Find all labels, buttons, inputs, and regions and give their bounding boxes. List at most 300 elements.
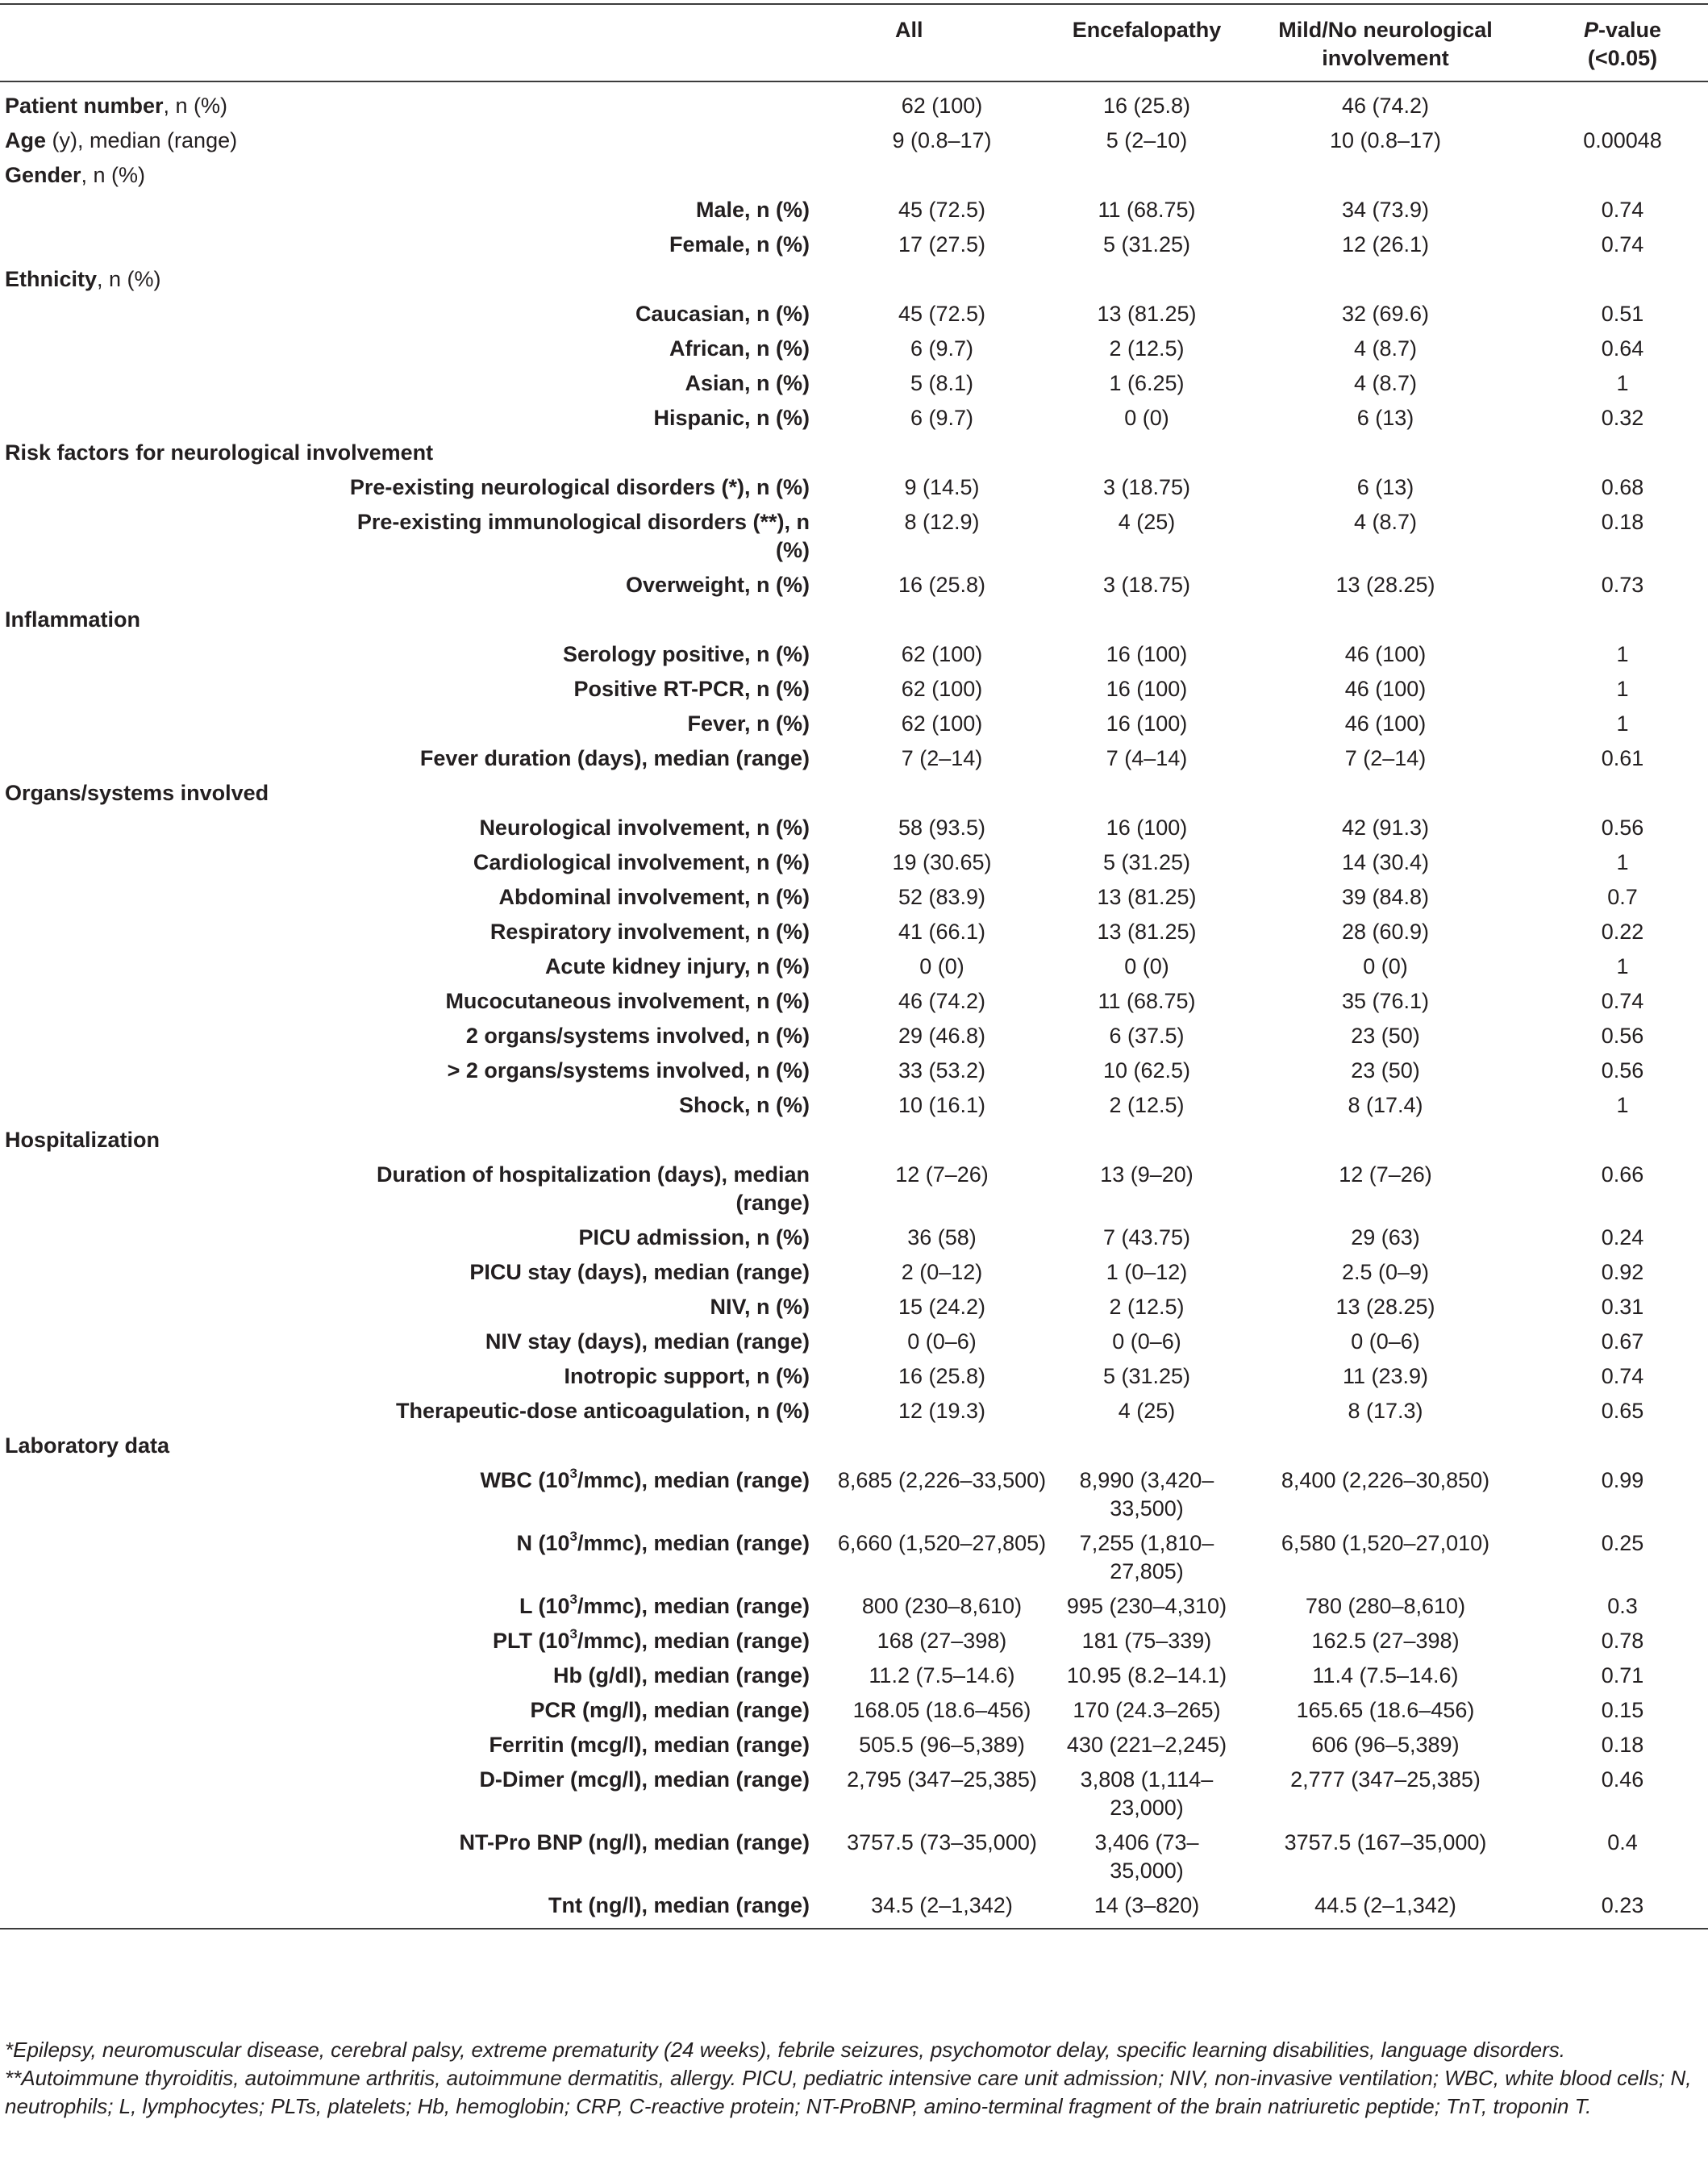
category-label-text: Inflammation — [5, 607, 141, 632]
table-row — [0, 1463, 1708, 1526]
row-label — [340, 1394, 824, 1429]
row-label-text: Neurological involvement, n (%) — [479, 816, 810, 840]
cell-p-value — [1537, 81, 1708, 123]
category-row — [0, 1123, 1708, 1158]
indent-cell — [0, 1825, 340, 1888]
cell-all: 0 (0) — [919, 954, 964, 978]
row-label-text: Fever duration (days), median (range) — [419, 746, 810, 770]
row-label — [340, 707, 824, 741]
indent-cell — [0, 1763, 340, 1825]
cell-all: 46 (74.2) — [898, 989, 986, 1013]
header-p-italic: P — [1583, 18, 1598, 42]
row-label — [340, 1220, 824, 1255]
category-label-text: Gender — [5, 163, 81, 187]
indent-cell — [0, 1359, 340, 1394]
cell-mild-no-neuro: 6,580 (1,520–27,010) — [1281, 1531, 1490, 1555]
category-row — [0, 603, 1708, 637]
cell-mild-no-neuro: 10 (0.8–17) — [1329, 128, 1442, 152]
cell-mild-no-neuro: 7 (2–14) — [1344, 746, 1427, 770]
cell-all: 7 (2–14) — [901, 746, 983, 770]
row-label-text: > 2 organs/systems involved, n (%) — [447, 1058, 810, 1083]
cell-all: 17 (27.5) — [898, 232, 986, 257]
cell-p-value: 0.78 — [1601, 1629, 1644, 1653]
cell-p-value: 0.56 — [1601, 1058, 1644, 1083]
row-label-text: Ferritin (mcg/l), median (range) — [489, 1733, 810, 1757]
cell-all: 41 (66.1) — [898, 920, 986, 944]
cell-mild-no-neuro: 780 (280–8,610) — [1305, 1594, 1466, 1618]
cell-mild-no-neuro: 46 (74.2) — [1341, 94, 1430, 118]
category-row — [0, 123, 1708, 158]
row-label — [340, 1290, 824, 1325]
cell-encephalopathy: 5 (31.25) — [1102, 232, 1191, 257]
category-row — [0, 262, 1708, 297]
indent-cell — [0, 1526, 340, 1589]
category-label-suffix: , n (%) — [163, 94, 228, 118]
cell-all: 29 (46.8) — [898, 1024, 986, 1048]
header-mild-no-neuro — [1234, 4, 1537, 81]
cell-encephalopathy: 10 (62.5) — [1102, 1058, 1191, 1083]
cell-all: 800 (230–8,610) — [861, 1594, 1023, 1618]
indent-cell — [0, 915, 340, 949]
row-label-text: African, n (%) — [669, 336, 810, 361]
cell-all: 45 (72.5) — [898, 302, 986, 326]
cell-encephalopathy: 3 (18.75) — [1102, 573, 1191, 597]
cell-all: 6,660 (1,520–27,805) — [837, 1531, 1047, 1555]
cell-mild-no-neuro: 29 (63) — [1351, 1225, 1420, 1249]
cell-encephalopathy: 1 (6.25) — [1109, 371, 1185, 395]
cell-p-value: 0.15 — [1601, 1698, 1644, 1722]
header-p-value — [1537, 4, 1708, 81]
patient-characteristics-table — [0, 3, 1708, 1929]
cell-mild-no-neuro: 28 (60.9) — [1341, 920, 1430, 944]
table-row — [0, 949, 1708, 984]
table-row — [0, 672, 1708, 707]
cell-p-value: 0.68 — [1601, 475, 1644, 499]
indent-cell — [0, 880, 340, 915]
cell-all: 45 (72.5) — [898, 198, 986, 222]
indent-cell — [0, 1658, 340, 1693]
cell-mild-no-neuro: 13 (28.25) — [1335, 1295, 1435, 1319]
table-row — [0, 227, 1708, 262]
cell-all: 2,795 (347–25,385) — [847, 1767, 1037, 1792]
category-label-suffix: (y), median (range) — [46, 128, 238, 152]
cell-all: 10 (16.1) — [898, 1093, 986, 1117]
indent-cell — [0, 1728, 340, 1763]
row-label-superscript: 3 — [569, 1529, 577, 1544]
indent-cell — [0, 401, 340, 436]
cell-encephalopathy: 13 (81.25) — [1097, 920, 1197, 944]
cell-encephalopathy: 14 (3–820) — [1094, 1893, 1200, 1917]
cell-all: 62 (100) — [901, 642, 983, 666]
row-label — [340, 1728, 824, 1763]
cell-all: 8 (12.9) — [904, 510, 980, 534]
cell-p-value: 0.56 — [1601, 1024, 1644, 1048]
cell-p-value: 0.51 — [1601, 302, 1644, 326]
cell-p-value: 0.74 — [1601, 232, 1644, 257]
cell-p-value: 0.7 — [1607, 885, 1638, 909]
cell-all: 58 (93.5) — [898, 816, 986, 840]
cell-mild-no-neuro: 42 (91.3) — [1341, 816, 1430, 840]
cell-encephalopathy: 0 (0) — [1124, 406, 1169, 430]
category-row — [0, 81, 1708, 123]
table-row — [0, 1693, 1708, 1728]
indent-cell — [0, 1693, 340, 1728]
row-label-text: Abdominal involvement, n (%) — [498, 885, 810, 909]
row-label — [340, 505, 824, 568]
row-label — [340, 297, 824, 332]
indent-cell — [0, 366, 340, 401]
cell-p-value: 0.74 — [1601, 198, 1644, 222]
indent-cell — [0, 505, 340, 568]
table-row — [0, 1220, 1708, 1255]
cell-mild-no-neuro: 162.5 (27–398) — [1311, 1629, 1460, 1653]
category-label-text: Risk factors for neurological involvement — [5, 440, 434, 465]
category-label — [0, 1123, 1708, 1158]
row-label-text: Overweight, n (%) — [625, 573, 810, 597]
cell-p-value: 0.25 — [1601, 1531, 1644, 1555]
cell-encephalopathy: 16 (100) — [1106, 642, 1188, 666]
table-row — [0, 505, 1708, 568]
cell-mild-no-neuro: 165.65 (18.6–456) — [1296, 1698, 1475, 1722]
cell-mild-no-neuro: 606 (96–5,389) — [1311, 1733, 1460, 1757]
cell-all: 505.5 (96–5,389) — [859, 1733, 1025, 1757]
category-row — [0, 436, 1708, 470]
cell-p-value: 0.18 — [1601, 1733, 1644, 1757]
cell-encephalopathy: 430 (221–2,245) — [1066, 1733, 1227, 1757]
indent-cell — [0, 1158, 340, 1220]
cell-p-value: 1 — [1616, 371, 1629, 395]
row-label-text: Tnt (ng/l), median (range) — [548, 1893, 810, 1917]
cell-encephalopathy: 5 (2–10) — [1106, 128, 1188, 152]
indent-cell — [0, 1290, 340, 1325]
table-row — [0, 915, 1708, 949]
table-footnotes — [5, 2036, 1703, 2121]
row-label-text: N (10 — [516, 1531, 570, 1555]
row-label-text: WBC (10 — [480, 1468, 570, 1492]
cell-mild-no-neuro: 6 (13) — [1356, 406, 1414, 430]
cell-encephalopathy: 3,808 (1,114–23,000) — [1080, 1767, 1214, 1820]
table-row — [0, 1658, 1708, 1693]
table-row — [0, 193, 1708, 227]
cell-mild-no-neuro: 4 (8.7) — [1353, 336, 1418, 361]
row-label — [340, 949, 824, 984]
header-all: All — [895, 18, 923, 42]
cell-mild-no-neuro: 8 (17.4) — [1348, 1093, 1423, 1117]
cell-all: 33 (53.2) — [898, 1058, 986, 1083]
cell-encephalopathy: 2 (12.5) — [1109, 336, 1185, 361]
table-row — [0, 707, 1708, 741]
table-row — [0, 297, 1708, 332]
row-label — [340, 1693, 824, 1728]
cell-encephalopathy: 5 (31.25) — [1102, 1364, 1191, 1388]
cell-mild-no-neuro: 46 (100) — [1344, 711, 1427, 736]
cell-p-value: 0.22 — [1601, 920, 1644, 944]
row-label — [340, 1763, 824, 1825]
cell-all: 5 (8.1) — [910, 371, 974, 395]
row-label-text: 2 organs/systems involved, n (%) — [465, 1024, 810, 1048]
table-row — [0, 811, 1708, 845]
cell-encephalopathy: 4 (25) — [1118, 1399, 1176, 1423]
footnote-2: **Autoimmune thyroiditis, autoimmune arthritis, autoimmune dermatitis, allergy. PICU, pediatric intensive care unit admission; NIV, non-invasive ventilation; WBC, white blood cells; N, neutrophils; L, lymphocytes; PLTs, platelets; Hb, hemoglobin; CRP, C-reactive protein; NT-ProBNP, amino-terminal fragment of the brain natriuretic peptide; TnT, troponin T. — [5, 2066, 1692, 2118]
cell-encephalopathy: 1 (0–12) — [1106, 1260, 1188, 1284]
cell-all: 62 (100) — [901, 677, 983, 701]
table-row — [0, 1255, 1708, 1290]
cell-p-value: 0.66 — [1601, 1162, 1644, 1187]
cell-mild-no-neuro: 2.5 (0–9) — [1341, 1260, 1430, 1284]
row-label — [340, 984, 824, 1019]
cell-mild-no-neuro: 14 (30.4) — [1341, 850, 1430, 874]
row-label — [340, 1158, 824, 1220]
table-row — [0, 366, 1708, 401]
row-label — [340, 672, 824, 707]
header-encephalopathy: Encefalopathy — [1072, 18, 1222, 42]
category-label — [0, 81, 824, 123]
row-label-superscript: 3 — [569, 1626, 577, 1642]
indent-cell — [0, 1394, 340, 1429]
row-label-text: Therapeutic-dose anticoagulation, n (%) — [395, 1399, 810, 1423]
cell-encephalopathy: 10.95 (8.2–14.1) — [1066, 1663, 1227, 1687]
category-label — [0, 1429, 1708, 1463]
cell-mild-no-neuro: 34 (73.9) — [1341, 198, 1430, 222]
category-label — [0, 436, 1708, 470]
cell-encephalopathy: 2 (12.5) — [1109, 1295, 1185, 1319]
cell-encephalopathy: 5 (31.25) — [1102, 850, 1191, 874]
cell-all: 168.05 (18.6–456) — [852, 1698, 1031, 1722]
row-label-text: Positive RT-PCR, n (%) — [573, 677, 810, 701]
row-label — [340, 1825, 824, 1888]
table-row — [0, 1019, 1708, 1053]
table-row — [0, 1825, 1708, 1888]
cell-all: 19 (30.65) — [892, 850, 992, 874]
indent-cell — [0, 332, 340, 366]
category-label-text: Laboratory data — [5, 1433, 170, 1458]
table-row — [0, 1589, 1708, 1624]
cell-p-value: 0.24 — [1601, 1225, 1644, 1249]
indent-cell — [0, 984, 340, 1019]
cell-encephalopathy: 13 (9–20) — [1100, 1162, 1194, 1187]
cell-p-value: 0.64 — [1601, 336, 1644, 361]
category-label — [0, 776, 1708, 811]
row-label — [340, 811, 824, 845]
category-label — [0, 262, 1708, 297]
row-label-text: Hispanic, n (%) — [653, 406, 810, 430]
table-row — [0, 845, 1708, 880]
cell-p-value: 0.74 — [1601, 989, 1644, 1013]
header-blank-cell — [0, 4, 824, 81]
row-label — [340, 1658, 824, 1693]
cell-mild-no-neuro: 46 (100) — [1344, 642, 1427, 666]
cell-encephalopathy: 170 (24.3–265) — [1073, 1698, 1221, 1722]
table-row — [0, 1888, 1708, 1929]
cell-all: 168 (27–398) — [877, 1629, 1007, 1653]
row-label — [340, 880, 824, 915]
cell-p-value: 1 — [1616, 642, 1629, 666]
row-label — [340, 915, 824, 949]
indent-cell — [0, 707, 340, 741]
cell-mild-no-neuro: 39 (84.8) — [1341, 885, 1430, 909]
cell-encephalopathy: 16 (100) — [1106, 816, 1188, 840]
cell-all: 36 (58) — [907, 1225, 977, 1249]
cell-p-value: 0.71 — [1601, 1663, 1644, 1687]
cell-encephalopathy: 3 (18.75) — [1102, 475, 1191, 499]
category-label-text: Age — [5, 128, 47, 152]
cell-all: 52 (83.9) — [898, 885, 986, 909]
category-label — [0, 158, 1708, 193]
table-body — [0, 81, 1708, 1929]
cell-mild-no-neuro: 13 (28.25) — [1335, 573, 1435, 597]
cell-all: 11.2 (7.5–14.6) — [869, 1663, 1015, 1687]
category-label-text: Ethnicity — [5, 267, 98, 291]
row-label-text: Caucasian, n (%) — [635, 302, 810, 326]
row-label — [340, 1359, 824, 1394]
cell-mild-no-neuro: 12 (26.1) — [1341, 232, 1430, 257]
row-label-text: Inotropic support, n (%) — [564, 1364, 810, 1388]
cell-mild-no-neuro: 23 (50) — [1351, 1058, 1420, 1083]
indent-cell — [0, 1053, 340, 1088]
row-label-text: Serology positive, n (%) — [562, 642, 810, 666]
indent-cell — [0, 845, 340, 880]
row-label-text: NIV, n (%) — [710, 1295, 810, 1319]
table-row — [0, 1728, 1708, 1763]
row-label-text: Asian, n (%) — [685, 371, 810, 395]
row-label-text: PICU admission, n (%) — [578, 1225, 810, 1249]
table-row — [0, 1359, 1708, 1394]
category-row — [0, 158, 1708, 193]
cell-p-value: 1 — [1616, 954, 1629, 978]
table-row — [0, 568, 1708, 603]
cell-encephalopathy: 4 (25) — [1118, 510, 1176, 534]
indent-cell — [0, 227, 340, 262]
table-row — [0, 1158, 1708, 1220]
cell-all: 6 (9.7) — [910, 336, 974, 361]
indent-cell — [0, 637, 340, 672]
cell-all: 3757.5 (73–35,000) — [847, 1830, 1037, 1854]
indent-cell — [0, 1624, 340, 1658]
cell-all: 0 (0–6) — [907, 1329, 977, 1354]
cell-p-value: 1 — [1616, 1093, 1629, 1117]
row-label-text: Hb (g/dl), median (range) — [552, 1663, 810, 1687]
cell-p-value: 0.31 — [1601, 1295, 1644, 1319]
cell-p-value: 0.65 — [1601, 1399, 1644, 1423]
row-label — [340, 1325, 824, 1359]
table-row — [0, 1624, 1708, 1658]
cell-all: 9 (0.8–17) — [892, 128, 992, 152]
table-row — [0, 401, 1708, 436]
cell-p-value: 0.4 — [1607, 1830, 1638, 1854]
row-label — [340, 845, 824, 880]
table-row — [0, 470, 1708, 505]
cell-p-value: 0.92 — [1601, 1260, 1644, 1284]
cell-all: 12 (19.3) — [898, 1399, 986, 1423]
cell-encephalopathy: 0 (0) — [1124, 954, 1169, 978]
cell-mild-no-neuro: 8 (17.3) — [1348, 1399, 1423, 1423]
table-header — [0, 4, 1708, 81]
cell-mild-no-neuro: 8,400 (2,226–30,850) — [1281, 1468, 1490, 1492]
row-label — [340, 332, 824, 366]
row-label-text-cont: /mmc), median (range) — [577, 1594, 810, 1618]
table-row — [0, 1290, 1708, 1325]
indent-cell — [0, 568, 340, 603]
cell-encephalopathy: 13 (81.25) — [1097, 302, 1197, 326]
cell-mild-no-neuro: 44.5 (2–1,342) — [1314, 1893, 1456, 1917]
category-row — [0, 1429, 1708, 1463]
row-label-text: Respiratory involvement, n (%) — [489, 920, 810, 944]
table-row — [0, 741, 1708, 776]
indent-cell — [0, 1463, 340, 1526]
indent-cell — [0, 1088, 340, 1123]
cell-encephalopathy: 8,990 (3,420–33,500) — [1079, 1468, 1214, 1521]
row-label — [340, 1255, 824, 1290]
indent-cell — [0, 193, 340, 227]
row-label-text: PCR (mg/l), median (range) — [530, 1698, 810, 1722]
row-label-text: Duration of hospitalization (days), median (range) — [376, 1162, 810, 1215]
header-p-rest: -value — [1598, 18, 1662, 42]
cell-mild-no-neuro: 12 (7–26) — [1339, 1162, 1432, 1187]
row-label — [340, 1088, 824, 1123]
row-label-text: Fever, n (%) — [687, 711, 810, 736]
cell-all: 34.5 (2–1,342) — [871, 1893, 1013, 1917]
indent-cell — [0, 1220, 340, 1255]
row-label — [340, 637, 824, 672]
cell-all: 2 (0–12) — [901, 1260, 983, 1284]
cell-mild-no-neuro: 46 (100) — [1344, 677, 1427, 701]
cell-mild-no-neuro: 0 (0) — [1363, 954, 1408, 978]
row-label-text-cont: /mmc), median (range) — [577, 1531, 810, 1555]
row-label-text: Pre-existing neurological disorders (*), n (%) — [349, 475, 810, 499]
row-label-text-cont: /mmc), median (range) — [577, 1468, 810, 1492]
cell-p-value: 1 — [1616, 677, 1629, 701]
row-label-text-cont: /mmc), median (range) — [577, 1629, 810, 1653]
cell-all: 62 (100) — [901, 711, 983, 736]
row-label — [340, 366, 824, 401]
cell-encephalopathy: 11 (68.75) — [1098, 989, 1196, 1013]
cell-mild-no-neuro: 11.4 (7.5–14.6) — [1312, 1663, 1459, 1687]
row-label — [340, 401, 824, 436]
row-label-text: NIV stay (days), median (range) — [485, 1329, 810, 1354]
indent-cell — [0, 741, 340, 776]
category-label-suffix: , n (%) — [81, 163, 146, 187]
row-label-text: Shock, n (%) — [678, 1093, 810, 1117]
row-label-text: D-Dimer (mcg/l), median (range) — [479, 1767, 810, 1792]
header-p-threshold: (<0.05) — [1587, 46, 1658, 70]
cell-p-value: 1 — [1616, 850, 1629, 874]
indent-cell — [0, 1255, 340, 1290]
cell-all: 6 (9.7) — [910, 406, 974, 430]
row-label-text: Acute kidney injury, n (%) — [544, 954, 810, 978]
indent-cell — [0, 297, 340, 332]
row-label-superscript: 3 — [569, 1466, 577, 1481]
table-row — [0, 1053, 1708, 1088]
cell-p-value: 0.56 — [1601, 816, 1644, 840]
category-label-suffix: , n (%) — [97, 267, 161, 291]
row-label-text: L (10 — [519, 1594, 570, 1618]
indent-cell — [0, 1888, 340, 1929]
cell-all: 62 (100) — [901, 94, 983, 118]
cell-encephalopathy: 6 (37.5) — [1109, 1024, 1185, 1048]
row-label — [340, 1624, 824, 1658]
cell-encephalopathy: 3,406 (73–35,000) — [1094, 1830, 1199, 1883]
cell-all: 16 (25.8) — [898, 1364, 986, 1388]
cell-mild-no-neuro: 11 (23.9) — [1342, 1364, 1429, 1388]
indent-cell — [0, 1589, 340, 1624]
row-label — [340, 193, 824, 227]
table-row — [0, 984, 1708, 1019]
cell-p-value: 0.67 — [1601, 1329, 1644, 1354]
row-label — [340, 568, 824, 603]
row-label-superscript: 3 — [569, 1592, 577, 1607]
row-label — [340, 1888, 824, 1929]
indent-cell — [0, 811, 340, 845]
